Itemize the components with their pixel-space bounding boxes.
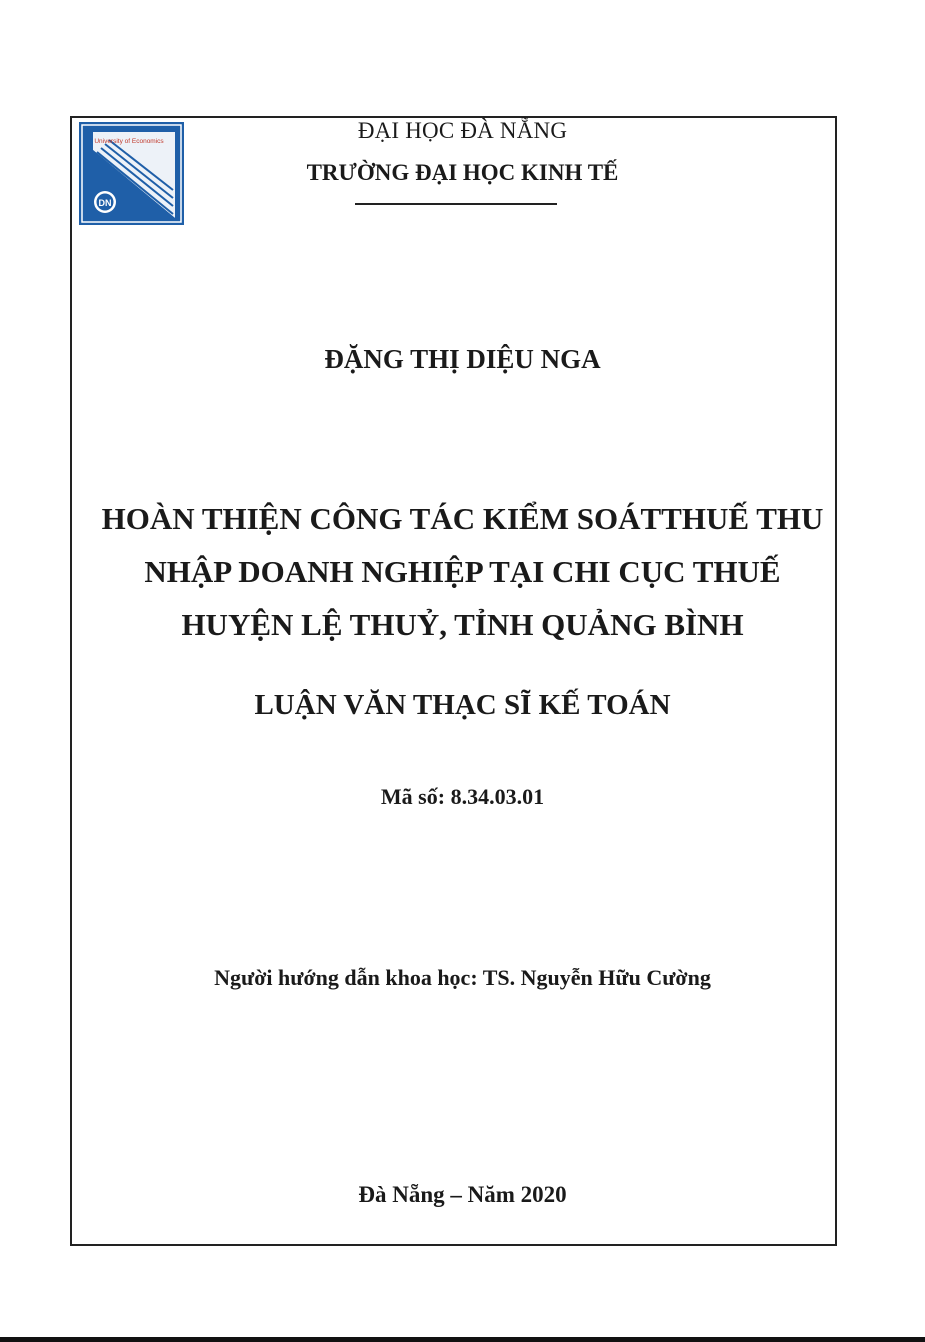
cover-page-border [70, 116, 837, 1246]
author-name: ĐẶNG THỊ DIỆU NGA [324, 344, 601, 374]
degree-title: LUẬN VĂN THẠC SĨ KẾ TOÁN [254, 689, 671, 721]
header-divider [355, 203, 557, 205]
school-name: TRƯỜNG ĐẠI HỌC KINH TẾ [306, 160, 619, 185]
thesis-title-line: HUYỆN LỆ THUỶ, TỈNH QUẢNG BÌNH [181, 607, 744, 642]
logo-monogram: DN [98, 198, 112, 208]
thesis-title-line: NHẬP DOANH NGHIỆP TẠI CHI CỤC THUẾ [144, 554, 781, 589]
logo-text: University of Economics [94, 138, 164, 145]
university-name: ĐẠI HỌC ĐÀ NẴNG [357, 118, 568, 143]
thesis-title [80, 492, 845, 651]
advisor-line: Người hướng dẫn khoa học: TS. Nguyễn Hữu Cường [214, 965, 711, 990]
program-code: Mã số: 8.34.03.01 [380, 784, 545, 809]
place-and-year: Đà Nẵng – Năm 2020 [358, 1182, 567, 1207]
thesis-title-line: HOÀN THIỆN CÔNG TÁC KIỂM SOÁTTHUẾ THU [101, 501, 824, 536]
page-bottom-edge [0, 1337, 925, 1342]
